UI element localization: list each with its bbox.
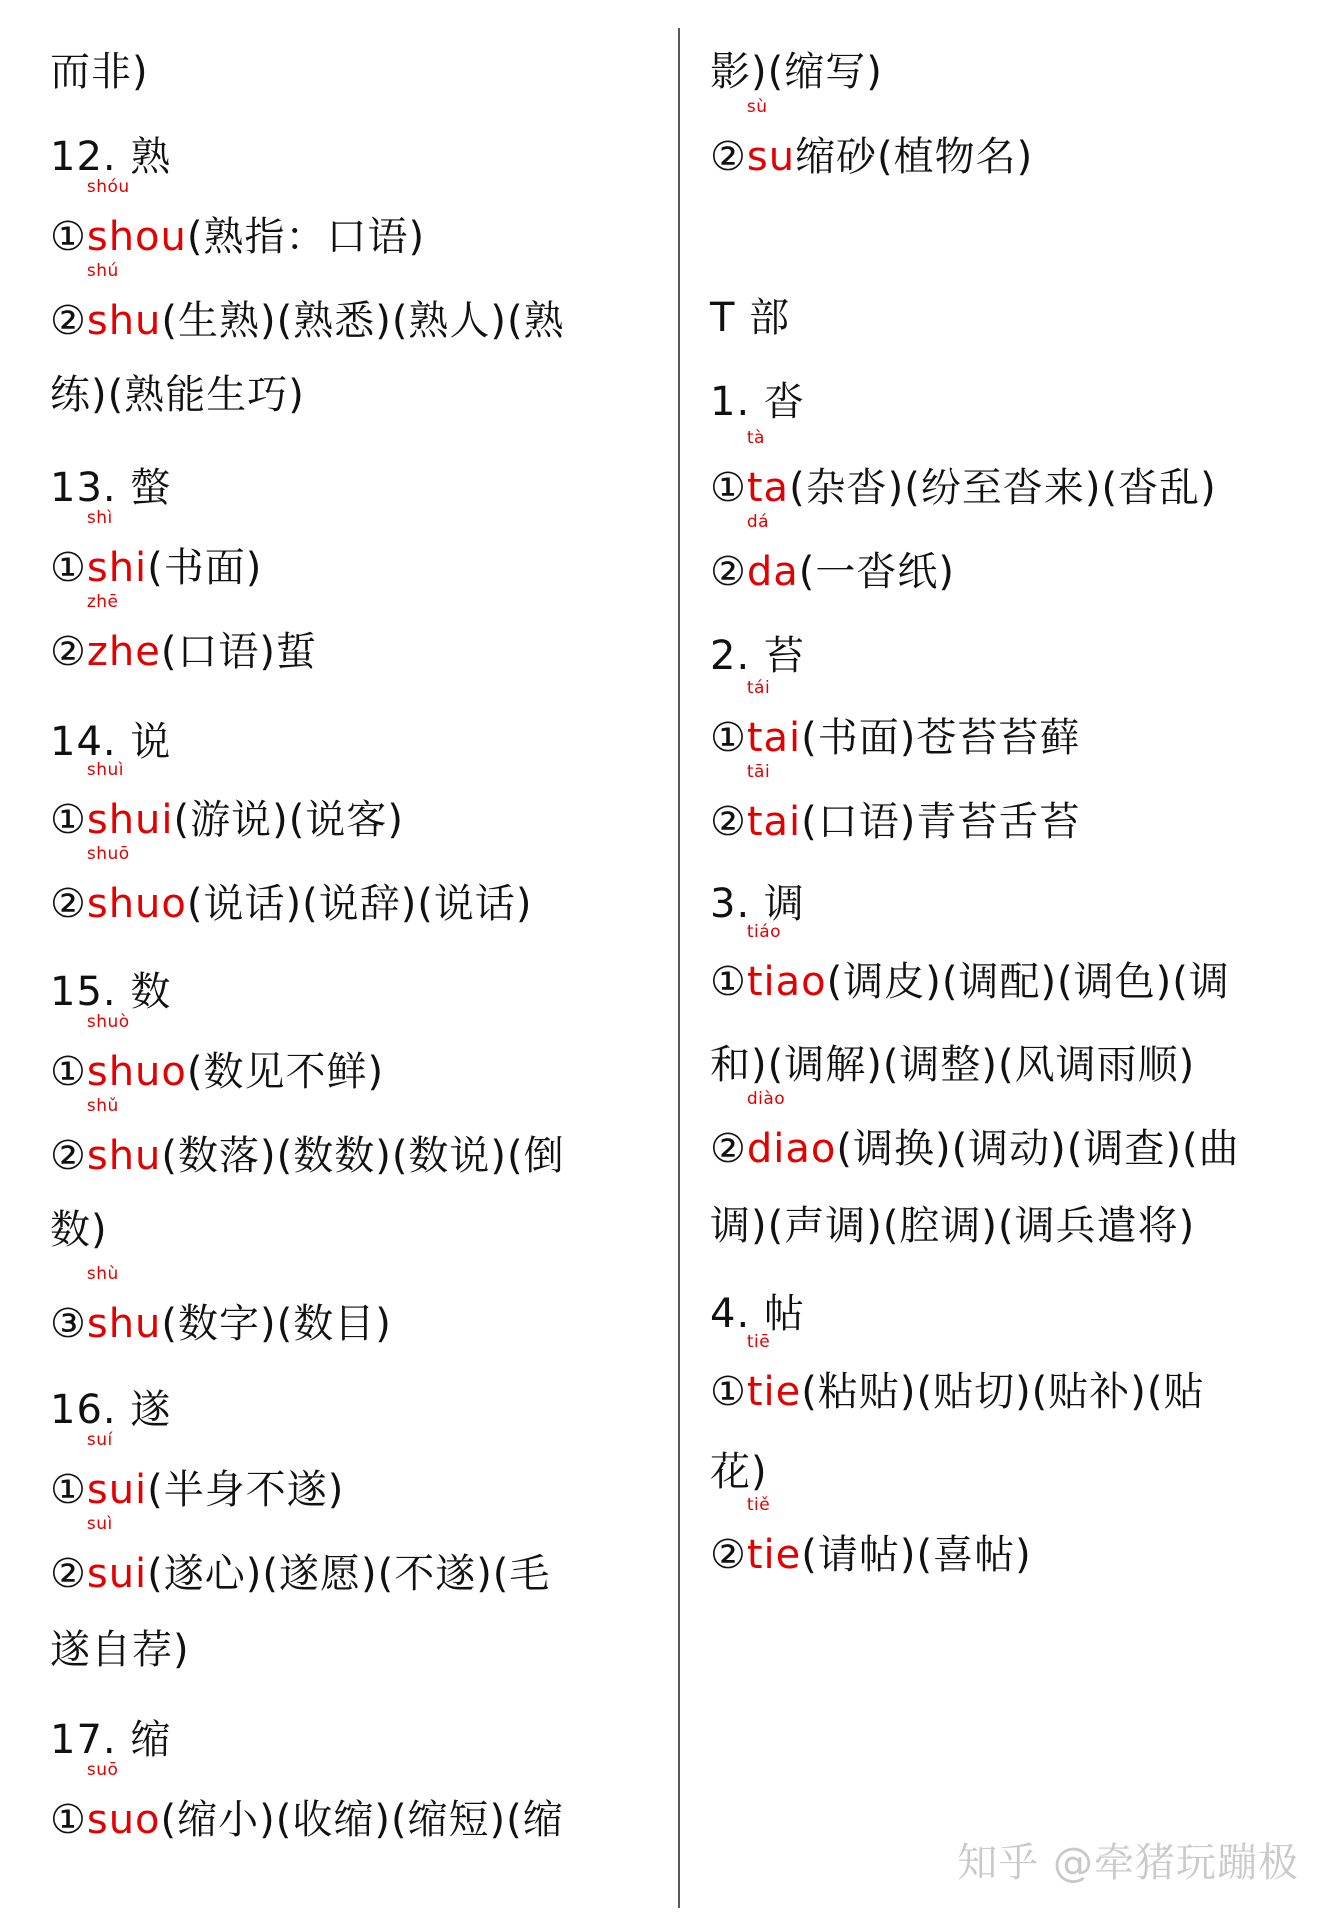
reading-number: ② <box>710 799 747 845</box>
reading-examples: (请帖)(喜帖) <box>801 1532 1032 1578</box>
reading-examples: (说话)(说辞)(说话) <box>186 881 533 927</box>
reading-examples: (数见不鲜) <box>186 1049 385 1095</box>
pinyin: shu shú <box>86 261 162 344</box>
pinyin-tone-annotation: tiě <box>746 1495 771 1515</box>
continuation-text: 和)(调解)(调整)(风调雨顺) <box>710 1042 1196 1088</box>
reading-examples: (数落)(数数)(数说)(倒 <box>161 1133 565 1179</box>
pinyin: ta tà <box>746 428 790 511</box>
character-heading: 14. 说 <box>50 719 172 765</box>
reading-examples: (一沓纸) <box>798 549 955 595</box>
character-heading: T 部 <box>710 295 791 341</box>
reading-examples: (熟指：口语) <box>186 214 426 260</box>
reading-number: ② <box>710 549 747 595</box>
pinyin: sui suì <box>86 1514 148 1597</box>
reading-line <box>50 508 263 591</box>
character-heading: 2. 苔 <box>710 633 805 679</box>
reading-line <box>50 177 426 260</box>
pinyin-tone-annotation: dá <box>746 512 770 532</box>
pinyin: shuo shuò <box>86 1012 187 1095</box>
reading-examples: (调换)(调动)(调查)(曲 <box>836 1126 1240 1172</box>
continuation-text: 练)(熟能生巧) <box>50 372 305 418</box>
pinyin-tone-annotation: tiē <box>746 1332 771 1352</box>
pinyin-tone-annotation: suí <box>86 1430 113 1450</box>
reading-line <box>710 97 1034 180</box>
reading-examples: (半身不遂) <box>147 1467 345 1513</box>
reading-number: ③ <box>50 1301 87 1347</box>
pinyin: shu shǔ <box>86 1096 162 1179</box>
pinyin: da dá <box>746 512 799 595</box>
reading-line <box>710 428 1217 511</box>
pinyin: tie tiē <box>746 1332 802 1415</box>
reading-number: ② <box>50 881 87 927</box>
reading-line <box>710 1495 1032 1578</box>
pinyin: zhe zhē <box>86 592 161 675</box>
pinyin: tiao tiáo <box>746 922 827 1005</box>
reading-number: ① <box>50 797 87 843</box>
continuation-text: 遂自荐) <box>50 1627 190 1673</box>
reading-examples: (调皮)(调配)(调色)(调 <box>826 959 1230 1005</box>
reading-number: ② <box>50 298 87 344</box>
reading-number: ② <box>710 1126 747 1172</box>
pinyin-tone-annotation: shuò <box>86 1012 130 1032</box>
character-heading: 16. 遂 <box>50 1387 172 1433</box>
reading-examples: (游说)(说客) <box>173 797 404 843</box>
pinyin-tone-annotation: shuì <box>86 760 124 780</box>
pinyin-tone-annotation: tāi <box>746 762 771 782</box>
reading-number: ① <box>50 1049 87 1095</box>
pinyin-tone-annotation: shǔ <box>86 1096 119 1116</box>
reading-examples: (杂沓)(纷至沓来)(沓乱) <box>789 465 1217 511</box>
reading-number: ① <box>710 1369 747 1415</box>
reading-line <box>50 592 318 675</box>
continuation-text: 而非) <box>50 49 149 95</box>
reading-examples: (书面) <box>147 545 263 591</box>
reading-examples: (数字)(数目) <box>161 1301 392 1347</box>
character-heading: 17. 缩 <box>50 1717 172 1763</box>
reading-number: ② <box>50 629 87 675</box>
reading-examples: (口语)青苔舌苔 <box>801 799 1081 845</box>
pinyin-tone-annotation: zhē <box>86 592 119 612</box>
pinyin-tone-annotation: tái <box>746 678 771 698</box>
reading-line <box>710 762 1081 845</box>
column-divider <box>678 28 680 1908</box>
reading-number: ② <box>710 134 747 180</box>
pinyin: suo suō <box>86 1760 161 1843</box>
pinyin: tai tái <box>746 678 802 761</box>
character-heading: 4. 帖 <box>710 1291 805 1337</box>
pinyin-tone-annotation: shú <box>86 261 119 281</box>
pinyin-tone-annotation: suì <box>86 1514 113 1534</box>
reading-number: ① <box>50 1467 87 1513</box>
character-heading: 13. 螫 <box>50 465 172 511</box>
reading-line <box>50 1264 392 1347</box>
reading-examples: (粘贴)(贴切)(贴补)(贴 <box>801 1369 1205 1415</box>
reading-examples: (口语)蜇 <box>160 629 318 675</box>
pinyin-tone-annotation: suō <box>86 1760 119 1780</box>
pinyin-tone-annotation: shuō <box>86 844 130 864</box>
pinyin: sui suí <box>86 1430 148 1513</box>
character-heading: 1. 沓 <box>710 379 805 425</box>
continuation-text: 调)(声调)(腔调)(调兵遣将) <box>710 1203 1196 1249</box>
pinyin: tie tiě <box>746 1495 802 1578</box>
pinyin: su sù <box>746 97 796 180</box>
reading-line <box>710 1089 1240 1172</box>
pinyin-tone-annotation: diào <box>746 1089 786 1109</box>
pinyin: diao diào <box>746 1089 837 1172</box>
reading-line <box>50 1514 551 1597</box>
reading-examples: (生熟)(熟悉)(熟人)(熟 <box>161 298 565 344</box>
reading-line <box>50 1760 564 1843</box>
pinyin: shou shóu <box>86 177 187 260</box>
reading-line <box>710 512 955 595</box>
reading-line <box>710 922 1230 1005</box>
reading-number: ① <box>50 214 87 260</box>
pinyin-tone-annotation: tà <box>746 428 765 448</box>
pinyin: shu shù <box>86 1264 162 1347</box>
reading-examples: (书面)苍苔苔藓 <box>801 715 1081 761</box>
pinyin: tai tāi <box>746 762 802 845</box>
reading-line <box>710 1332 1205 1415</box>
watermark: 知乎 @牵猪玩蹦极 <box>957 1840 1299 1886</box>
pinyin-tone-annotation: shóu <box>86 177 130 197</box>
pinyin: shui shuì <box>86 760 174 843</box>
reading-number: ① <box>710 959 747 1005</box>
reading-number: ① <box>50 1797 87 1843</box>
pinyin-tone-annotation: tiáo <box>746 922 782 942</box>
reading-number: ① <box>710 715 747 761</box>
continuation-text: 花) <box>710 1449 768 1495</box>
pinyin: shi shì <box>86 508 148 591</box>
pinyin-tone-annotation: shì <box>86 508 113 528</box>
reading-line <box>50 261 565 344</box>
reading-number: ① <box>50 545 87 591</box>
reading-line <box>710 678 1081 761</box>
pinyin-tone-annotation: sù <box>746 97 768 117</box>
reading-examples: (遂心)(遂愿)(不遂)(毛 <box>147 1551 551 1597</box>
reading-line <box>50 1012 385 1095</box>
reading-line <box>50 1430 345 1513</box>
reading-number: ① <box>710 465 747 511</box>
reading-number: ② <box>710 1532 747 1578</box>
reading-line <box>50 760 404 843</box>
reading-number: ② <box>50 1551 87 1597</box>
reading-line <box>50 844 533 927</box>
pinyin-tone-annotation: shù <box>86 1264 119 1284</box>
pinyin: shuo shuō <box>86 844 187 927</box>
continuation-text: 数) <box>50 1207 108 1253</box>
reading-number: ② <box>50 1133 87 1179</box>
character-heading: 12. 熟 <box>50 134 172 180</box>
reading-examples: 缩砂(植物名) <box>795 134 1034 180</box>
continuation-text: 影)(缩写) <box>710 49 883 95</box>
character-heading: 3. 调 <box>710 881 805 927</box>
reading-line <box>50 1096 565 1179</box>
character-heading: 15. 数 <box>50 969 172 1015</box>
reading-examples: (缩小)(收缩)(缩短)(缩 <box>160 1797 564 1843</box>
